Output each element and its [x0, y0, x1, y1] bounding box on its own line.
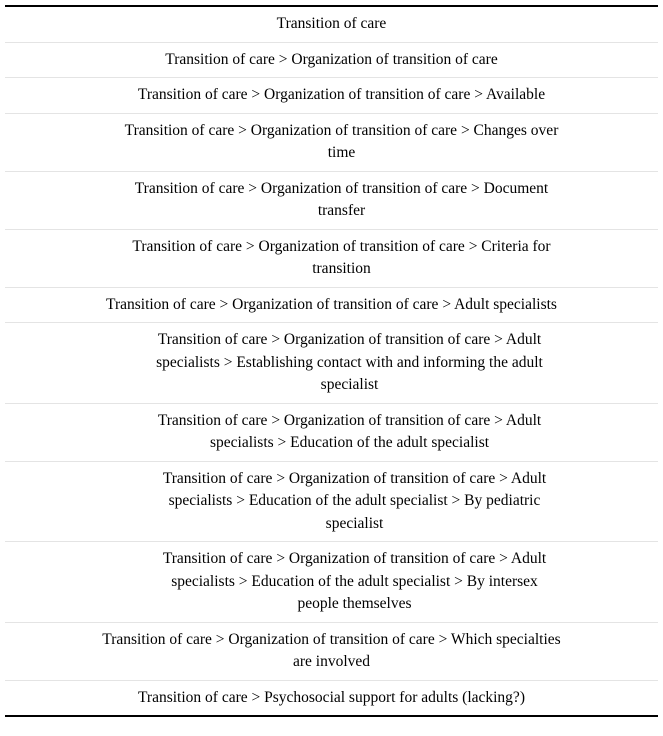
cell-text: Transition of care > Organization of transition of care > Document transfer [134, 179, 549, 219]
cell-text: Transition of care > Psychosocial support for adults (lacking?) [138, 688, 525, 706]
table-cell [5, 113, 658, 171]
cell-text: Transition of care > Organization of transition of care > Adult specialists > Establishing contact with and informing the adult specialist [156, 331, 543, 393]
table-cell [5, 6, 658, 42]
table-row [5, 622, 658, 680]
table-row [5, 42, 658, 78]
cell-text: Transition of care > Organization of transition of care > Available [137, 86, 546, 103]
cell-text: Transition of care > Organization of transition of care > Adult specialists > Education of the adult specialist > By pediatric specialist [162, 469, 547, 532]
table-cell [5, 680, 658, 716]
codes-table-container [5, 5, 658, 717]
cell-text: Transition of care > Organization of transition of care > Adult specialists > Education of the adult specialist > By intersex people themselves [162, 550, 547, 612]
table-row [5, 229, 658, 287]
table-cell [5, 287, 658, 323]
table-row [5, 6, 658, 42]
table-cell [5, 403, 658, 461]
table-cell [5, 323, 658, 404]
table-row [5, 113, 658, 171]
cell-text: Transition of care [276, 15, 387, 32]
codes-table [5, 5, 658, 717]
table-row [5, 78, 658, 114]
cell-text: Transition of care > Organization of transition of care > Which specialties are involved [102, 630, 561, 670]
cell-text: Transition of care > Organization of transition of care > Changes over time [124, 121, 559, 161]
table-row [5, 323, 658, 404]
table-row [5, 461, 658, 542]
cell-text: Transition of care > Organization of transition of care [165, 50, 498, 68]
table-row [5, 287, 658, 323]
table-cell [5, 461, 658, 542]
table-cell [5, 78, 658, 114]
table-row [5, 403, 658, 461]
table-row [5, 171, 658, 229]
cell-text: Transition of care > Organization of transition of care > Adult specialists [106, 295, 557, 313]
table-cell [5, 229, 658, 287]
table-cell [5, 171, 658, 229]
table-row [5, 542, 658, 623]
table-cell [5, 42, 658, 78]
table-cell [5, 542, 658, 623]
cell-text: Transition of care > Organization of transition of care > Adult specialists > Education of the adult specialist [157, 411, 542, 451]
cell-text: Transition of care > Organization of transition of care > Criteria for transition [132, 237, 551, 277]
table-row [5, 680, 658, 716]
table-cell [5, 622, 658, 680]
